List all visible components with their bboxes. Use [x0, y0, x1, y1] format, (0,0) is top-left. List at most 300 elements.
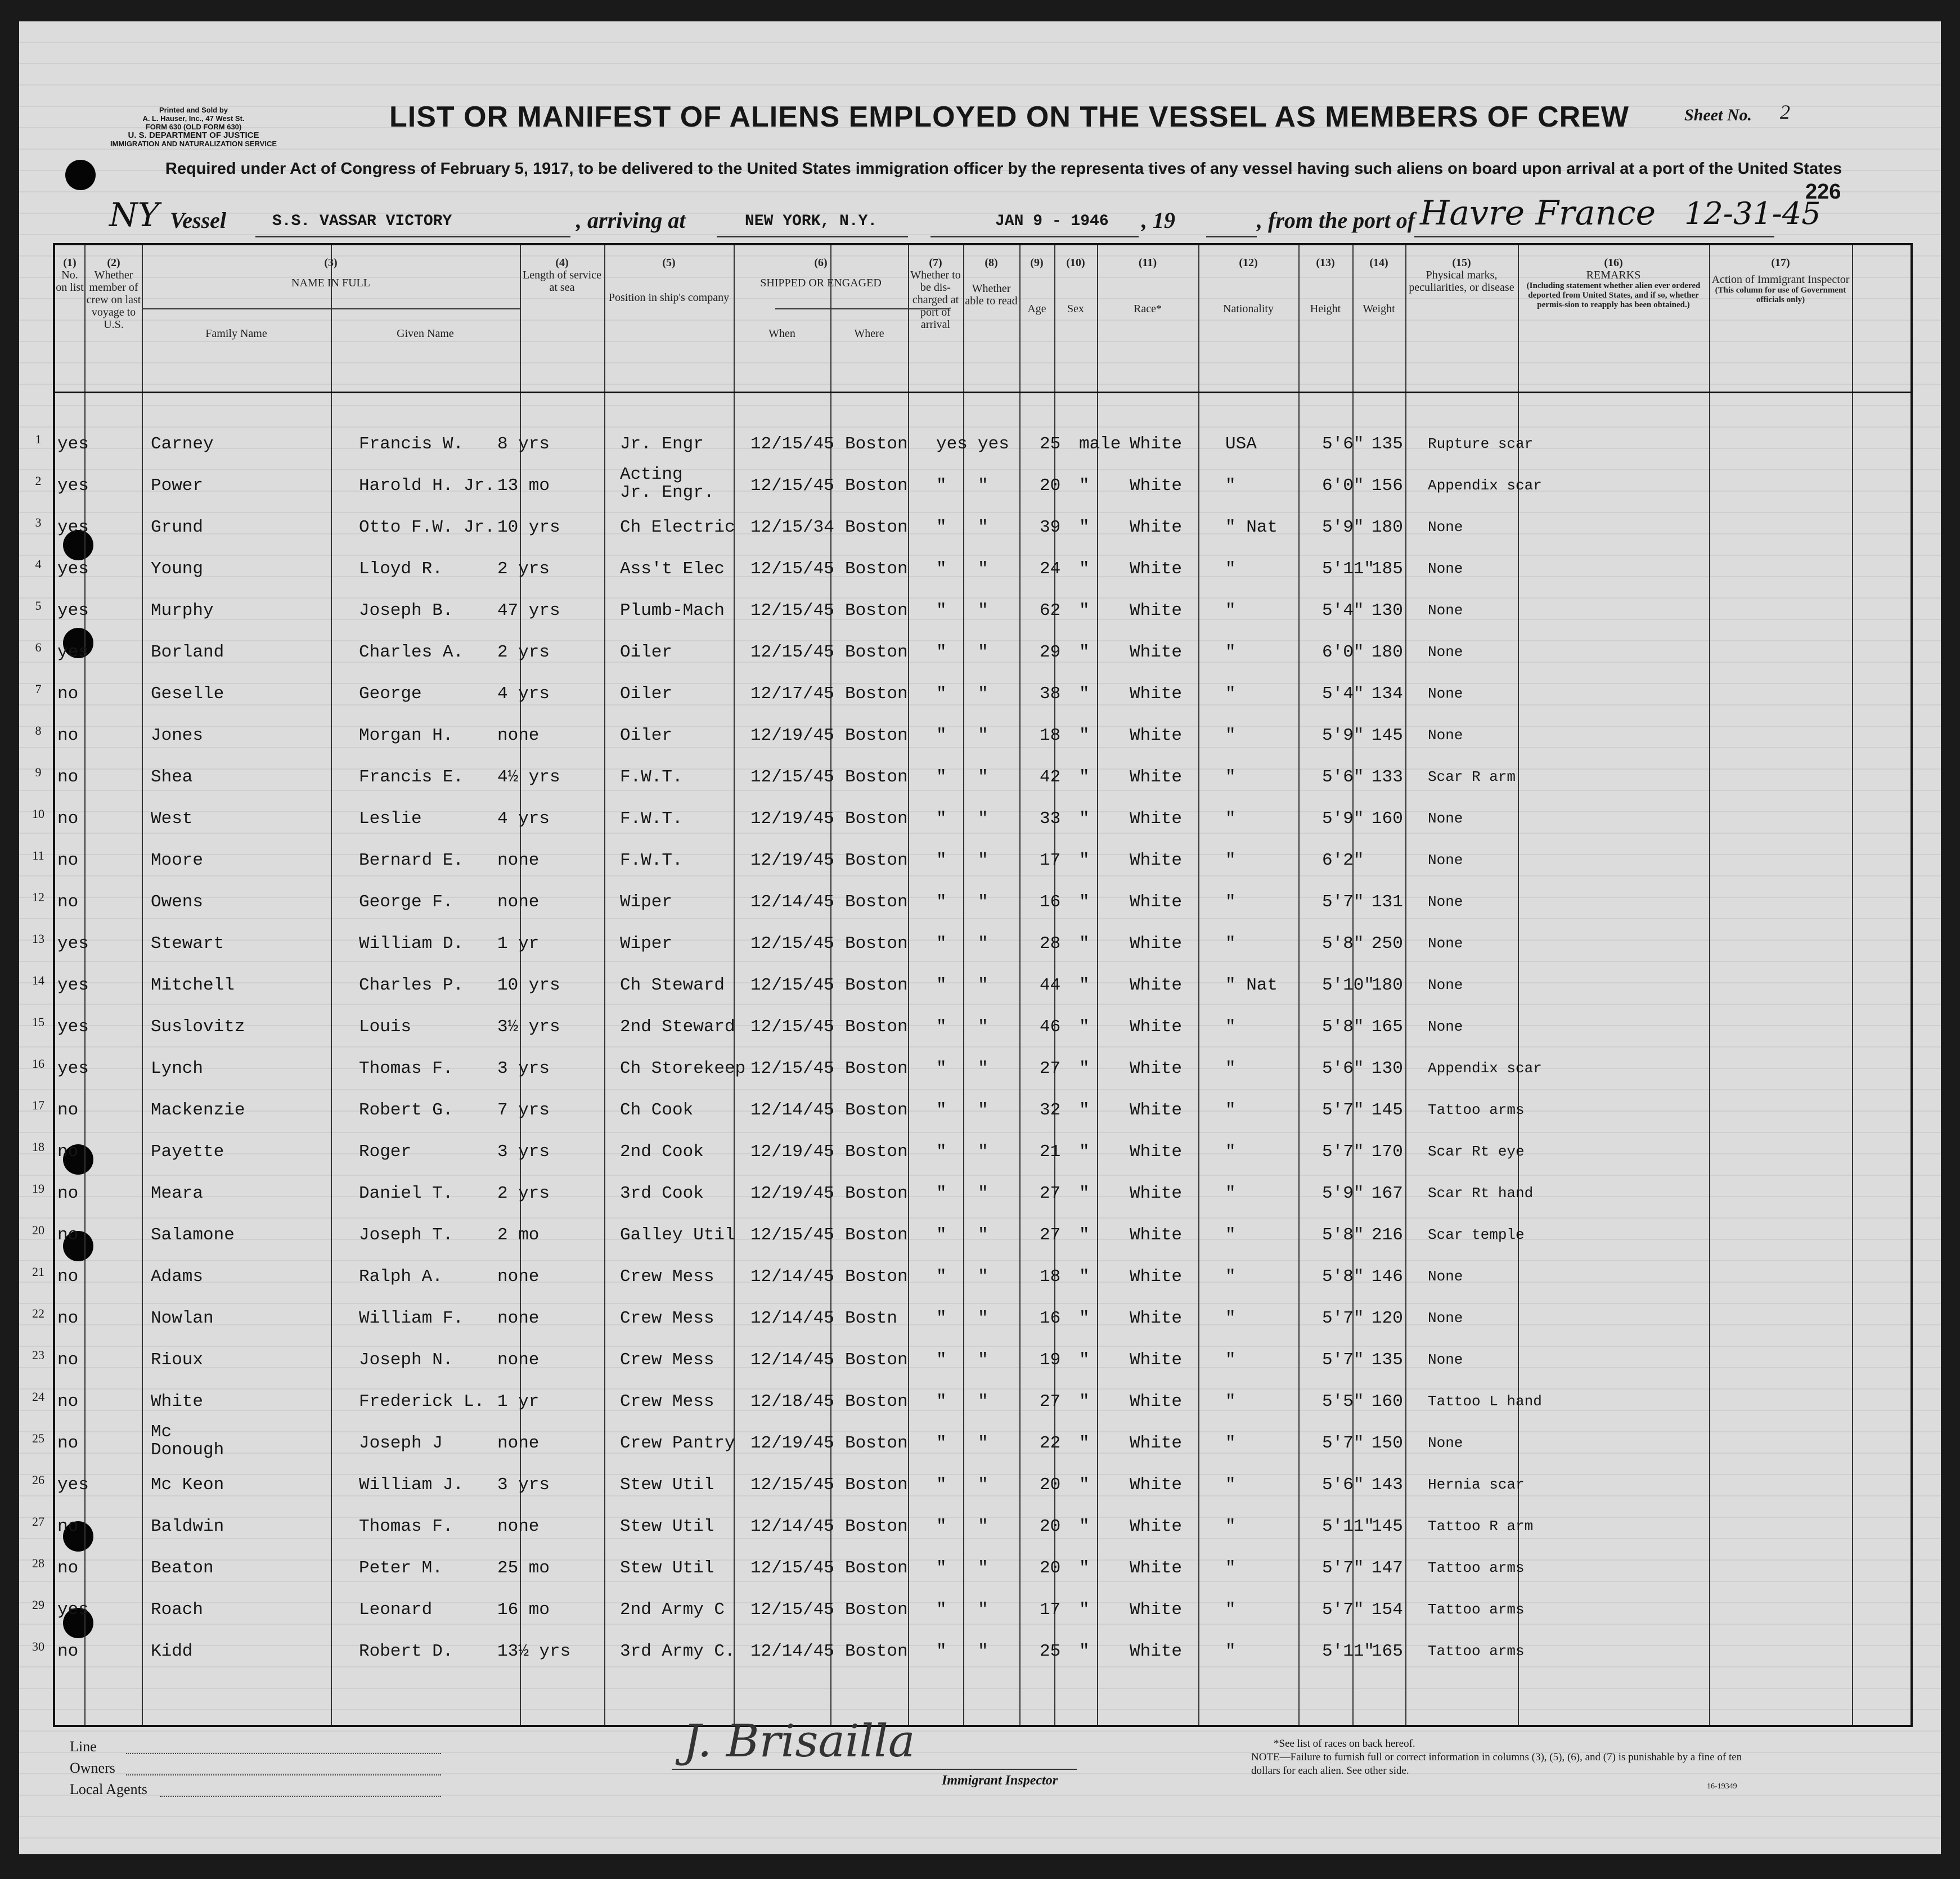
cell-marks: None	[1428, 727, 1463, 744]
cell-marks: Hernia scar	[1428, 1476, 1525, 1493]
cell-where: Boston	[845, 809, 908, 829]
cell-race: White	[1130, 1017, 1183, 1037]
cell-weight: 146	[1372, 1267, 1403, 1287]
cell-last: yes	[57, 559, 89, 579]
cell-given: Thomas F.	[359, 1059, 453, 1078]
cell-disch: "	[936, 518, 947, 537]
line-field	[126, 1752, 441, 1754]
cell-when: 12/15/45	[750, 1225, 834, 1245]
cell-weight: 135	[1372, 1350, 1403, 1370]
cell-service: 10 yrs	[497, 518, 560, 537]
cell-when: 12/14/45	[750, 1350, 834, 1370]
cell-height: 5'11"	[1322, 1642, 1375, 1661]
cell-nat: "	[1225, 1600, 1236, 1620]
col-header-name	[142, 257, 520, 289]
cell-sex: "	[1079, 809, 1090, 829]
printer-line: FORM 630 (OLD FORM 630)	[145, 123, 242, 131]
cell-where: Boston	[845, 851, 908, 870]
year-label: , 19	[1141, 208, 1175, 233]
cell-family: Salamone	[151, 1225, 235, 1245]
cell-nat: "	[1225, 1350, 1236, 1370]
cell-read: yes	[978, 434, 1009, 454]
cell-no: 10	[32, 807, 44, 821]
crew-row	[32, 1089, 1910, 1131]
cell-service: none	[497, 851, 540, 870]
cell-race: White	[1130, 809, 1183, 829]
cell-last: no	[57, 1309, 79, 1328]
col-no-text: No. on list	[56, 269, 84, 294]
cell-height: 5'8"	[1322, 1017, 1364, 1037]
cell-read: "	[978, 642, 988, 662]
cell-age: 46	[1040, 1017, 1061, 1037]
cell-family: Borland	[151, 642, 224, 662]
cell-weight: 170	[1372, 1142, 1403, 1162]
cell-where: Boston	[845, 1184, 908, 1203]
cell-disch: "	[936, 767, 947, 787]
cell-last: yes	[57, 976, 89, 995]
cell-position: 2nd Cook	[620, 1142, 704, 1162]
crew-row	[32, 1589, 1910, 1630]
cell-read: "	[978, 1267, 988, 1287]
cell-given: Bernard E.	[359, 851, 464, 870]
cell-when: 12/18/45	[750, 1392, 834, 1412]
cell-disch: "	[936, 642, 947, 662]
cell-weight: 154	[1372, 1600, 1403, 1620]
cell-when: 12/15/45	[750, 1059, 834, 1078]
cell-disch: "	[936, 1267, 947, 1287]
cell-weight: 134	[1372, 684, 1403, 704]
crew-row	[32, 1131, 1910, 1172]
cell-weight: 143	[1372, 1475, 1403, 1495]
col-marks-text: Physical marks, peculiarities, or disease	[1409, 269, 1514, 294]
cell-family: Owens	[151, 892, 204, 912]
cell-when: 12/15/45	[750, 476, 834, 496]
cell-age: 38	[1040, 684, 1061, 704]
cell-marks: Scar Rt eye	[1428, 1143, 1525, 1160]
owners-field	[126, 1773, 441, 1775]
cell-read: "	[978, 1642, 988, 1661]
cell-age: 27	[1040, 1392, 1061, 1412]
form-title: LIST OR MANIFEST OF ALIENS EMPLOYED ON THE VESSEL AS MEMBERS OF CREW	[389, 101, 1629, 133]
cell-disch: "	[936, 809, 947, 829]
col-read-text: Whether able to read	[965, 282, 1018, 307]
cell-service: 7 yrs	[497, 1100, 550, 1120]
cell-service: 3 yrs	[497, 1059, 550, 1078]
col-header-remarks	[1518, 257, 1709, 310]
cell-race: White	[1130, 434, 1183, 454]
cell-service: none	[497, 1433, 540, 1453]
cell-service: 2 mo	[497, 1225, 540, 1245]
cell-read: "	[978, 1517, 988, 1536]
cell-age: 32	[1040, 1100, 1061, 1120]
cell-no: 27	[32, 1514, 44, 1529]
cell-where: Boston	[845, 1642, 908, 1661]
cell-service: 13½ yrs	[497, 1642, 571, 1661]
cell-race: White	[1130, 601, 1183, 621]
cell-nat: "	[1225, 1475, 1236, 1495]
crew-row	[35, 714, 1910, 756]
cell-sex: "	[1079, 1059, 1090, 1078]
cell-service: 4 yrs	[497, 684, 550, 704]
col-remarks-sub: (Including statement whether alien ever ordered deported from United States, and if so, whether permis-sion to reapply has been obtained.)	[1526, 281, 1701, 309]
cell-disch: "	[936, 1350, 947, 1370]
cell-read: "	[978, 1392, 988, 1412]
cell-where: Boston	[845, 642, 908, 662]
cell-weight: 145	[1372, 1517, 1403, 1536]
cell-position: Stew Util	[620, 1475, 714, 1495]
cell-race: White	[1130, 1142, 1183, 1162]
cell-position: F.W.T.	[620, 767, 683, 787]
cell-position: Crew Pantry	[620, 1433, 735, 1453]
col-race-num: (11)	[1138, 257, 1157, 269]
cell-no: 25	[32, 1431, 44, 1445]
cell-no: 19	[32, 1181, 44, 1195]
cell-given: Frederick L.	[359, 1392, 485, 1412]
cell-race: White	[1130, 1267, 1183, 1287]
cell-read: "	[978, 1225, 988, 1245]
cell-race: White	[1130, 1475, 1183, 1495]
col-header-family: Family Name	[205, 327, 267, 340]
cell-marks: None	[1428, 893, 1463, 910]
cell-service: 8 yrs	[497, 434, 550, 454]
cell-where: Boston	[845, 434, 908, 454]
cell-given: Leonard	[359, 1600, 433, 1620]
cell-height: 5'8"	[1322, 1225, 1364, 1245]
cell-when: 12/15/45	[750, 642, 834, 662]
cell-nat: "	[1225, 1433, 1236, 1453]
cell-height: 5'9"	[1322, 726, 1364, 745]
crew-row	[32, 1006, 1910, 1048]
cell-when: 12/14/45	[750, 1517, 834, 1536]
cell-last: no	[57, 851, 79, 870]
col-header-read	[963, 257, 1019, 307]
cell-where: Boston	[845, 476, 908, 496]
cell-weight: 180	[1372, 518, 1403, 537]
cell-weight: 250	[1372, 934, 1403, 954]
arriving-underline	[717, 236, 908, 237]
cell-position: F.W.T.	[620, 809, 683, 829]
cell-age: 25	[1040, 1642, 1061, 1661]
col-disch-text: Whether to be dis-charged at port of arrival	[910, 269, 961, 331]
cell-race: White	[1130, 1059, 1183, 1078]
cell-marks: Scar R arm	[1428, 768, 1516, 785]
cell-family: White	[151, 1392, 204, 1412]
cell-height: 5'4"	[1322, 601, 1364, 621]
cell-last: yes	[57, 1475, 89, 1495]
cell-nat: "	[1225, 559, 1236, 579]
cell-race: White	[1130, 1600, 1183, 1620]
cell-height: 5'8"	[1322, 1267, 1364, 1287]
cell-read: "	[978, 1600, 988, 1620]
cell-nat: USA	[1225, 434, 1257, 454]
cell-sex: "	[1079, 1600, 1090, 1620]
arrival-date: JAN 9 - 1946	[995, 213, 1109, 230]
cell-no: 13	[32, 932, 44, 946]
cell-race: White	[1130, 976, 1183, 995]
cell-given: Roger	[359, 1142, 412, 1162]
owners-label: Owners	[70, 1760, 115, 1776]
cell-read: "	[978, 1558, 988, 1578]
cell-position: Plumb-Mach	[620, 601, 725, 621]
col-nat-text: Nationality	[1223, 303, 1274, 315]
crew-row	[32, 1464, 1910, 1505]
cell-read: "	[978, 809, 988, 829]
cell-family: Murphy	[151, 601, 214, 621]
cell-sex: male	[1079, 434, 1121, 454]
cell-last: no	[57, 1517, 79, 1536]
col-header-action	[1709, 257, 1852, 305]
col-header-last-voyage	[86, 257, 142, 331]
crew-row	[32, 1630, 1910, 1672]
cell-when: 12/14/45	[750, 1100, 834, 1120]
cell-race: White	[1130, 1100, 1183, 1120]
cell-sex: "	[1079, 726, 1090, 745]
cell-disch: "	[936, 684, 947, 704]
cell-service: none	[497, 1267, 540, 1287]
cell-no: 12	[32, 890, 44, 904]
vessel-underline	[255, 236, 570, 237]
cell-disch: "	[936, 1475, 947, 1495]
crew-row	[32, 881, 1910, 923]
cell-age: 62	[1040, 601, 1061, 621]
cell-position: Oiler	[620, 642, 673, 662]
cell-read: "	[978, 934, 988, 954]
cell-height: 5'6"	[1322, 434, 1364, 454]
cell-nat: "	[1225, 1100, 1236, 1120]
cell-disch: "	[936, 1433, 947, 1453]
cell-height: 5'6"	[1322, 1059, 1364, 1078]
cell-race: White	[1130, 1184, 1183, 1203]
cell-height: 5'6"	[1322, 767, 1364, 787]
cell-when: 12/15/45	[750, 601, 834, 621]
cell-sex: "	[1079, 1017, 1090, 1037]
cell-position: Jr. Engr	[620, 434, 704, 454]
races-note: *See list of races on back hereof.	[1274, 1738, 1415, 1750]
cell-position: Crew Mess	[620, 1392, 714, 1412]
cell-sex: "	[1079, 1100, 1090, 1120]
cell-family: Power	[151, 476, 204, 496]
col-header-position	[604, 257, 734, 304]
col-header-marks	[1405, 257, 1518, 294]
cell-given: Morgan H.	[359, 726, 453, 745]
cell-height: 5'11"	[1322, 1517, 1375, 1536]
cell-service: 4½ yrs	[497, 767, 560, 787]
cell-where: Boston	[845, 1433, 908, 1453]
cell-nat: "	[1225, 1017, 1236, 1037]
cell-no: 30	[32, 1639, 44, 1653]
penalty-note: NOTE—Failure to furnish full or correct information in columns (3), (5), (6), and (7) is punishable by a fine of ten dollars for each alien. See other side.	[1251, 1751, 1742, 1777]
col-remarks-num: (16)	[1604, 257, 1623, 269]
cell-height: 6'2"	[1322, 851, 1364, 870]
cell-last: no	[57, 1392, 79, 1412]
cell-position: 3rd Army C.	[620, 1642, 735, 1661]
col-header-given: Given Name	[397, 327, 454, 340]
cell-disch: "	[936, 892, 947, 912]
cell-weight: 145	[1372, 1100, 1403, 1120]
cell-height: 5'7"	[1322, 1433, 1364, 1453]
cell-given: Joseph J	[359, 1433, 443, 1453]
col-header-no	[55, 257, 84, 294]
cell-nat: "	[1225, 851, 1236, 870]
crew-row	[32, 1172, 1910, 1214]
cell-last: yes	[57, 601, 89, 621]
cell-no: 26	[32, 1473, 44, 1487]
header-divider	[55, 392, 1910, 393]
cell-given: Robert G.	[359, 1100, 453, 1120]
cell-weight: 160	[1372, 1392, 1403, 1412]
cell-where: Boston	[845, 1392, 908, 1412]
cell-nat: "	[1225, 684, 1236, 704]
departure-date: 12-31-45	[1684, 196, 1821, 231]
cell-last: no	[57, 684, 79, 704]
cell-nat: "	[1225, 1642, 1236, 1661]
cell-no: 21	[32, 1265, 44, 1279]
cell-given: Thomas F.	[359, 1517, 453, 1536]
cell-no: 6	[35, 640, 42, 654]
cell-given: William J.	[359, 1475, 464, 1495]
cell-service: 4 yrs	[497, 809, 550, 829]
col-remarks-text: REMARKS	[1586, 269, 1641, 281]
col-service-text: Length of service at sea	[523, 269, 601, 294]
cell-weight: 120	[1372, 1309, 1403, 1328]
cell-sex: "	[1079, 642, 1090, 662]
cell-nat: "	[1225, 767, 1236, 787]
col-shipped-num: (6)	[814, 257, 828, 269]
cell-race: White	[1130, 1558, 1183, 1578]
cell-position: Wiper	[620, 934, 673, 954]
cell-height: 5'7"	[1322, 1309, 1364, 1328]
cell-when: 12/17/45	[750, 684, 834, 704]
cell-race: White	[1130, 1517, 1183, 1536]
cell-marks: Appendix scar	[1428, 1060, 1542, 1077]
cell-weight: 156	[1372, 476, 1403, 496]
cell-family: West	[151, 809, 193, 829]
cell-race: White	[1130, 726, 1183, 745]
col-service-num: (4)	[555, 257, 569, 269]
cell-given: Robert D.	[359, 1642, 453, 1661]
cell-weight: 165	[1372, 1642, 1403, 1661]
cell-given: Ralph A.	[359, 1267, 443, 1287]
cell-nat: "	[1225, 1309, 1236, 1328]
cell-no: 4	[35, 557, 42, 571]
cell-position: Crew Mess	[620, 1350, 714, 1370]
cell-height: 5'6"	[1322, 1475, 1364, 1495]
cell-where: Bostn	[845, 1309, 898, 1328]
cell-when: 12/15/45	[750, 1017, 834, 1037]
cell-marks: Tattoo L hand	[1428, 1393, 1542, 1410]
cell-sex: "	[1079, 1642, 1090, 1661]
cell-race: White	[1130, 1225, 1183, 1245]
cell-age: 27	[1040, 1059, 1061, 1078]
name-subheader-line	[142, 308, 520, 309]
cell-service: 3½ yrs	[497, 1017, 560, 1037]
cell-height: 5'11"	[1322, 559, 1375, 579]
cell-where: Boston	[845, 1558, 908, 1578]
cell-family: Mackenzie	[151, 1100, 245, 1120]
cell-last: no	[57, 1225, 79, 1245]
cell-race: White	[1130, 767, 1183, 787]
cell-sex: "	[1079, 976, 1090, 995]
cell-disch: "	[936, 1059, 947, 1078]
cell-sex: "	[1079, 476, 1090, 496]
cell-last: yes	[57, 518, 89, 537]
printer-block	[64, 106, 323, 148]
arriving-port: NEW YORK, N.Y.	[745, 213, 878, 230]
cell-weight: 150	[1372, 1433, 1403, 1453]
cell-read: "	[978, 518, 988, 537]
cell-when: 12/19/45	[750, 1184, 834, 1203]
cell-read: "	[978, 1309, 988, 1328]
cell-nat: "	[1225, 476, 1236, 496]
cell-family: Beaton	[151, 1558, 214, 1578]
cell-marks: None	[1428, 1018, 1463, 1035]
cell-position: Acting Jr. Engr.	[620, 465, 714, 502]
cell-last: no	[57, 1267, 79, 1287]
crew-row	[35, 423, 1910, 465]
cell-read: "	[978, 1059, 988, 1078]
cell-given: Peter M.	[359, 1558, 443, 1578]
cell-where: Boston	[845, 1350, 908, 1370]
crew-row	[32, 1339, 1910, 1381]
cell-last: no	[57, 1350, 79, 1370]
cell-no: 15	[32, 1015, 44, 1029]
cell-where: Boston	[845, 684, 908, 704]
cell-disch: "	[936, 1392, 947, 1412]
cell-service: 1 yr	[497, 1392, 540, 1412]
cell-family: Lynch	[151, 1059, 204, 1078]
cell-service: 25 mo	[497, 1558, 550, 1578]
cell-last: yes	[57, 1017, 89, 1037]
cell-race: White	[1130, 1642, 1183, 1661]
cell-marks: Scar Rt hand	[1428, 1185, 1534, 1202]
cell-family: Jones	[151, 726, 204, 745]
col-sex-num: (10)	[1066, 257, 1085, 269]
crew-row	[32, 1547, 1910, 1589]
cell-marks: None	[1428, 1268, 1463, 1285]
cell-service: none	[497, 1309, 540, 1328]
cell-disch: "	[936, 1600, 947, 1620]
cell-when: 12/15/45	[750, 1600, 834, 1620]
cell-when: 12/14/45	[750, 1267, 834, 1287]
col-age-text: Age	[1027, 303, 1046, 315]
cell-nat: "	[1225, 642, 1236, 662]
cell-marks: Tattoo arms	[1428, 1601, 1525, 1618]
cell-age: 16	[1040, 892, 1061, 912]
cell-family: Shea	[151, 767, 193, 787]
cell-disch: "	[936, 976, 947, 995]
cell-disch: "	[936, 1225, 947, 1245]
cell-last: no	[57, 809, 79, 829]
cell-given: Charles P.	[359, 976, 464, 995]
col-action-num: (17)	[1771, 257, 1790, 269]
cell-position: Stew Util	[620, 1558, 714, 1578]
crew-row	[32, 964, 1910, 1006]
cell-position: 3rd Cook	[620, 1184, 704, 1203]
cell-age: 20	[1040, 1475, 1061, 1495]
col-header-age	[1019, 257, 1054, 315]
cell-no: 11	[32, 848, 44, 862]
cell-position: Ch Steward	[620, 976, 725, 995]
cell-race: White	[1130, 476, 1183, 496]
cell-position: Wiper	[620, 892, 673, 912]
cell-family: Mc Donough	[151, 1422, 224, 1460]
cell-when: 12/15/45	[750, 767, 834, 787]
footer-note	[1251, 1737, 1746, 1778]
cell-where: Boston	[845, 934, 908, 954]
cell-family: Payette	[151, 1142, 224, 1162]
cell-height: 5'7"	[1322, 892, 1364, 912]
cell-last: no	[57, 767, 79, 787]
